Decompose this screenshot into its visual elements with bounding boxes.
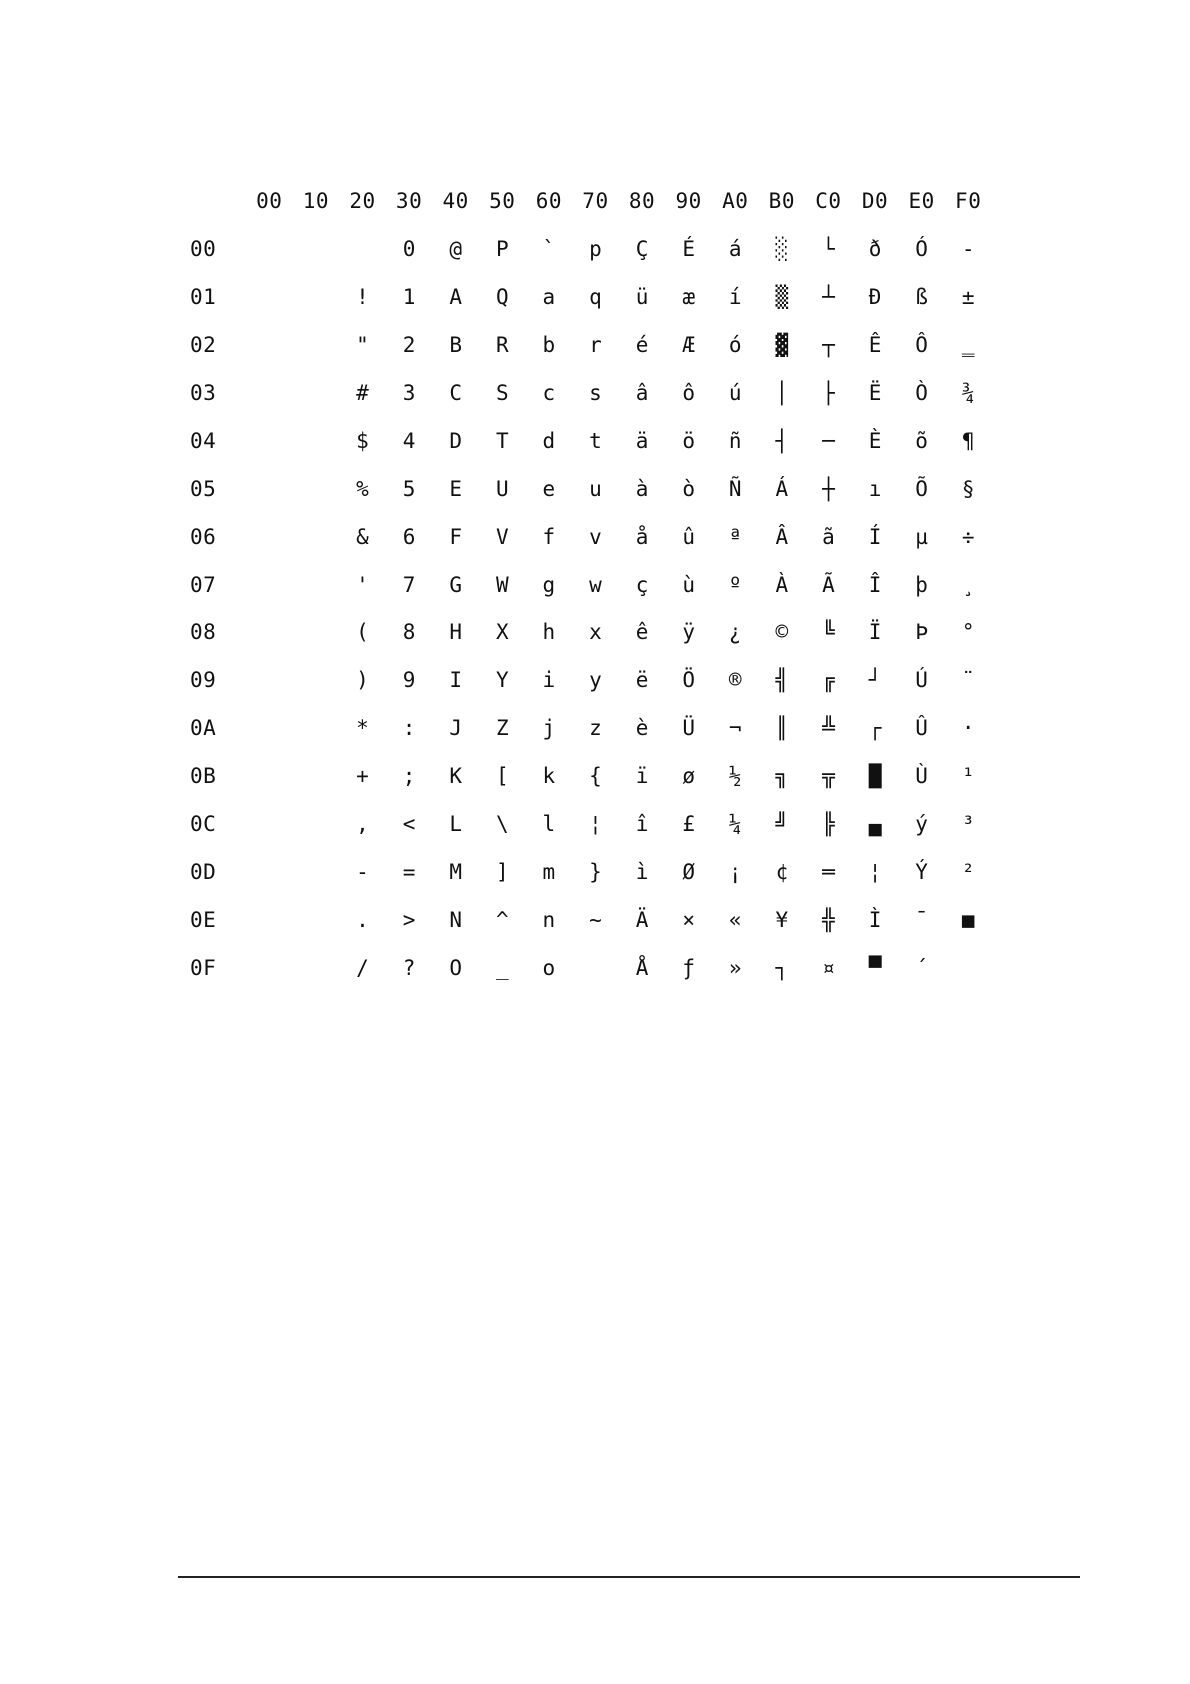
- character-cell: 0: [402, 237, 416, 262]
- character-cell: -: [356, 859, 369, 884]
- character-cell: &: [356, 524, 369, 549]
- character-cell: *: [356, 716, 369, 741]
- character-cell: ý: [915, 812, 928, 837]
- character-cell: ╩: [822, 716, 835, 741]
- character-cell: ²: [961, 859, 975, 884]
- character-cell: T: [495, 428, 509, 453]
- character-cell: é: [635, 333, 649, 358]
- character-cell: k: [542, 764, 556, 789]
- character-cell: ║: [775, 716, 789, 741]
- character-cell: À: [775, 572, 789, 597]
- character-cell: 7: [402, 572, 416, 597]
- character-cell: 8: [402, 620, 416, 645]
- row-header: 06: [190, 524, 217, 549]
- character-cell: ·: [961, 716, 975, 741]
- character-cell: í: [728, 285, 742, 310]
- character-cell: Ì: [868, 907, 882, 932]
- character-cell: î: [635, 812, 649, 837]
- character-cell: Æ: [682, 333, 695, 358]
- character-cell: w: [589, 572, 602, 597]
- character-cell: >: [402, 907, 416, 932]
- character-cell: û: [682, 524, 695, 549]
- character-cell: b: [542, 333, 556, 358]
- character-cell: S: [495, 381, 509, 405]
- row-header: 0B: [190, 764, 217, 789]
- column-header: 70: [582, 189, 609, 214]
- character-cell: ¥: [775, 907, 789, 932]
- character-cell: ò: [682, 476, 695, 501]
- character-cell: ü: [635, 285, 649, 310]
- character-cell: =: [402, 859, 416, 884]
- row-header: 0C: [190, 812, 217, 837]
- character-cell: ■: [961, 907, 975, 932]
- character-cell: N: [449, 907, 462, 932]
- character-cell: þ: [915, 572, 928, 597]
- character-code-table: [190, 178, 992, 992]
- character-cell: ░: [775, 237, 789, 262]
- character-cell: ê: [635, 620, 649, 645]
- character-cell: ×: [682, 907, 695, 932]
- character-cell: ¦: [589, 812, 602, 837]
- character-cell: ╠: [822, 812, 835, 837]
- character-cell: â: [635, 381, 649, 405]
- character-cell: Ô: [915, 333, 928, 358]
- character-cell: ô: [682, 381, 695, 405]
- character-cell: ¸: [961, 572, 975, 597]
- character-cell: Û: [915, 716, 928, 741]
- character-cell: a: [542, 285, 556, 310]
- character-cell: W: [495, 572, 509, 597]
- character-cell: á: [728, 237, 742, 262]
- character-cell: Þ: [915, 620, 928, 645]
- character-cell: c: [542, 381, 556, 405]
- character-cell: É: [682, 237, 695, 262]
- character-cell: 4: [402, 428, 416, 453]
- character-cell: q: [589, 285, 602, 310]
- character-cell: e: [542, 476, 556, 501]
- row-header: 0A: [190, 716, 217, 741]
- character-cell: ð: [868, 237, 882, 262]
- character-cell: °: [961, 620, 975, 645]
- character-cell: ╣: [775, 668, 789, 693]
- character-cell: ~: [589, 907, 602, 932]
- column-header: 20: [349, 189, 376, 214]
- character-cell: @: [449, 237, 462, 262]
- character-cell: Y: [495, 668, 509, 693]
- character-cell: <: [402, 812, 416, 837]
- character-cell: [: [495, 764, 509, 789]
- character-cell: ÷: [961, 524, 975, 549]
- character-cell: r: [589, 333, 602, 358]
- character-cell: Ò: [915, 381, 928, 405]
- character-cell: ÿ: [682, 620, 695, 645]
- row-header: 01: [190, 285, 217, 310]
- row-header: 0E: [190, 907, 217, 932]
- character-cell: ╔: [822, 668, 835, 693]
- character-cell: è: [635, 716, 649, 741]
- character-cell: .: [356, 907, 369, 932]
- character-cell: h: [542, 620, 556, 645]
- character-cell: Ê: [868, 333, 882, 358]
- character-cell: à: [635, 476, 649, 501]
- row-header: 04: [190, 428, 217, 453]
- character-cell: Ð: [868, 285, 882, 310]
- character-cell: ï: [635, 764, 649, 789]
- character-cell: ¡: [728, 859, 742, 884]
- character-cell: H: [449, 620, 462, 645]
- row-header: 0F: [190, 955, 217, 980]
- column-header: 10: [302, 189, 330, 214]
- character-cell: ©: [775, 620, 789, 645]
- character-cell: Ï: [868, 620, 882, 645]
- character-cell: ▀: [868, 955, 882, 980]
- character-cell: 6: [402, 524, 416, 549]
- column-header: E0: [908, 189, 935, 214]
- character-cell: ç: [635, 572, 649, 597]
- character-cell: ¤: [822, 955, 835, 980]
- character-cell: Á: [775, 476, 789, 501]
- character-cell: M: [449, 859, 462, 884]
- character-cell: Q: [495, 285, 509, 310]
- character-cell: ë: [635, 668, 649, 693]
- character-cell: A: [449, 285, 462, 310]
- character-cell: %: [356, 476, 369, 501]
- character-cell: ┼: [822, 476, 835, 501]
- character-cell: R: [495, 333, 509, 358]
- column-header: 50: [489, 189, 516, 214]
- character-cell: `: [542, 237, 556, 262]
- character-cell: }: [589, 859, 602, 884]
- character-cell: ┐: [775, 955, 789, 980]
- character-cell: æ: [682, 285, 695, 310]
- column-header: 80: [628, 189, 656, 214]
- character-cell: »: [728, 955, 742, 980]
- character-cell: Ç: [635, 237, 649, 262]
- character-cell: ;: [402, 764, 416, 789]
- column-header: 30: [395, 189, 423, 214]
- character-cell: Ý: [915, 859, 928, 884]
- character-cell: ┘: [868, 668, 882, 693]
- character-cell: ': [356, 572, 369, 597]
- character-cell: º: [728, 572, 742, 597]
- column-header: 90: [675, 189, 702, 214]
- character-cell: ╬: [822, 907, 835, 932]
- character-cell: ¦: [868, 859, 882, 884]
- character-cell: x: [589, 620, 602, 645]
- row-header: 00: [190, 237, 217, 262]
- character-cell: {: [589, 764, 602, 789]
- character-cell: U: [495, 476, 509, 501]
- column-header: A0: [722, 189, 749, 214]
- character-cell: ®: [728, 668, 742, 693]
- character-cell: ø: [682, 764, 695, 789]
- column-header: 60: [535, 189, 562, 214]
- character-cell: Â: [775, 524, 789, 549]
- character-cell: ú: [728, 381, 742, 405]
- character-cell: i: [542, 668, 556, 693]
- character-cell: 1: [402, 285, 416, 310]
- column-header: 40: [442, 189, 469, 214]
- character-cell: F: [449, 524, 462, 549]
- character-cell: G: [449, 572, 462, 597]
- character-cell: ├: [822, 381, 835, 405]
- character-cell: X: [495, 620, 509, 645]
- character-cell: Ñ: [728, 476, 742, 501]
- character-cell: 5: [402, 476, 416, 501]
- character-cell: µ: [915, 524, 928, 549]
- character-cell: I: [449, 668, 462, 693]
- character-cell: ö: [682, 428, 695, 453]
- character-cell: £: [682, 812, 695, 837]
- character-cell: ╝: [775, 812, 789, 837]
- character-cell: K: [449, 764, 462, 789]
- row-header: 05: [190, 476, 217, 501]
- character-cell: g: [542, 572, 556, 597]
- character-cell: å: [635, 524, 649, 549]
- character-cell: C: [449, 381, 462, 405]
- character-cell: Í: [868, 524, 882, 549]
- character-cell: l: [542, 812, 556, 837]
- character-cell: ì: [635, 859, 649, 884]
- character-cell: Î: [868, 572, 882, 597]
- character-cell: p: [589, 237, 602, 262]
- row-header: 09: [190, 668, 217, 693]
- character-cell: ¨: [961, 668, 975, 693]
- character-cell: n: [542, 907, 556, 932]
- character-cell: «: [728, 907, 742, 932]
- character-cell: ╗: [775, 764, 789, 789]
- footer-rule: [178, 1576, 1080, 1578]
- row-header: 07: [190, 572, 217, 597]
- character-cell: ┬: [822, 333, 835, 358]
- character-cell: ¹: [961, 764, 975, 789]
- character-cell: +: [356, 764, 369, 789]
- character-cell: Ù: [915, 764, 928, 789]
- character-cell: ¼: [728, 812, 742, 837]
- character-cell: ¯: [915, 907, 928, 932]
- character-cell: ┌: [868, 716, 882, 741]
- row-header: 0D: [190, 859, 217, 884]
- row-header: 02: [190, 333, 217, 358]
- character-cell: ┴: [822, 285, 835, 310]
- character-cell: ═: [822, 859, 835, 884]
- character-cell: ½: [728, 764, 742, 789]
- character-cell: \: [495, 812, 509, 837]
- character-cell: B: [449, 333, 462, 358]
- character-cell: █: [868, 764, 882, 789]
- character-cell: 9: [402, 668, 416, 693]
- character-cell: Ö: [682, 668, 695, 693]
- character-cell: -: [961, 237, 975, 262]
- character-cell: ?: [402, 955, 416, 980]
- character-cell: ▄: [868, 812, 882, 837]
- character-cell: y: [589, 668, 602, 693]
- column-header: 00: [256, 189, 283, 214]
- character-cell: └: [822, 237, 835, 262]
- character-cell: ß: [915, 285, 928, 310]
- character-cell: ): [356, 668, 369, 693]
- character-cell: P: [495, 237, 509, 262]
- character-cell: Ë: [868, 381, 882, 405]
- character-cell: Å: [635, 955, 649, 980]
- character-cell: §: [961, 476, 975, 501]
- character-cell: ]: [495, 859, 509, 884]
- character-cell: Ã: [822, 572, 835, 597]
- character-cell: _: [495, 955, 509, 980]
- character-cell: 3: [402, 381, 416, 405]
- character-cell: È: [868, 428, 882, 453]
- character-cell: ▓: [775, 333, 789, 358]
- character-cell: 2: [402, 333, 416, 358]
- character-cell: u: [589, 476, 602, 501]
- character-cell: ┤: [775, 428, 789, 453]
- character-cell: ±: [961, 285, 975, 310]
- character-cell: !: [356, 285, 369, 310]
- character-cell: ╚: [822, 620, 835, 645]
- character-cell: ▒: [775, 285, 789, 310]
- character-cell: ╦: [822, 764, 835, 789]
- character-cell: ñ: [728, 428, 742, 453]
- character-cell: ´: [915, 955, 928, 980]
- character-cell: :: [402, 716, 416, 741]
- character-cell: ": [356, 333, 369, 358]
- character-cell: ó: [728, 333, 742, 358]
- character-cell: m: [542, 859, 556, 884]
- column-header: F0: [955, 189, 982, 214]
- character-cell: Ü: [682, 716, 695, 741]
- character-cell: O: [449, 955, 462, 980]
- character-cell: /: [356, 955, 369, 980]
- character-cell: ¢: [775, 859, 789, 884]
- character-cell: ^: [495, 907, 509, 932]
- column-header: D0: [861, 189, 889, 214]
- character-cell: #: [356, 381, 369, 405]
- character-cell: ¶: [961, 428, 975, 453]
- character-cell: ¾: [961, 381, 975, 405]
- row-header: 08: [190, 620, 217, 645]
- character-cell: ³: [961, 812, 975, 837]
- character-cell: $: [356, 428, 369, 453]
- character-cell: ı: [868, 476, 882, 501]
- character-cell: õ: [915, 428, 928, 453]
- character-cell: d: [542, 428, 556, 453]
- character-cell: Ø: [682, 859, 695, 884]
- character-cell: (: [356, 620, 369, 645]
- character-cell: ä: [635, 428, 649, 453]
- character-cell: t: [589, 428, 602, 453]
- character-cell: D: [449, 428, 462, 453]
- character-cell: Z: [495, 716, 509, 741]
- character-cell: f: [542, 524, 556, 549]
- character-cell: │: [775, 381, 789, 405]
- character-cell: ─: [822, 428, 835, 453]
- character-cell: Õ: [915, 476, 928, 501]
- character-cell: ¬: [728, 716, 742, 741]
- character-cell: j: [542, 716, 556, 741]
- character-cell: ª: [728, 524, 742, 549]
- character-cell: Ú: [915, 668, 928, 693]
- character-cell: ¿: [728, 620, 742, 645]
- character-cell: ã: [822, 524, 835, 549]
- character-cell: ,: [356, 812, 369, 837]
- character-cell: Ó: [915, 237, 928, 262]
- column-header: B0: [768, 189, 795, 214]
- character-cell: ‗: [961, 333, 975, 358]
- column-header: C0: [815, 189, 842, 214]
- character-cell: V: [495, 524, 509, 549]
- character-cell: Ä: [635, 907, 649, 932]
- character-cell: s: [589, 381, 602, 405]
- character-cell: L: [449, 812, 462, 837]
- character-cell: ƒ: [682, 955, 695, 980]
- character-cell: v: [589, 524, 602, 549]
- character-cell: ù: [682, 572, 695, 597]
- character-cell: J: [449, 716, 462, 741]
- character-cell: o: [542, 955, 556, 980]
- character-cell: E: [449, 476, 462, 501]
- row-header: 03: [190, 381, 217, 405]
- character-cell: z: [589, 716, 602, 741]
